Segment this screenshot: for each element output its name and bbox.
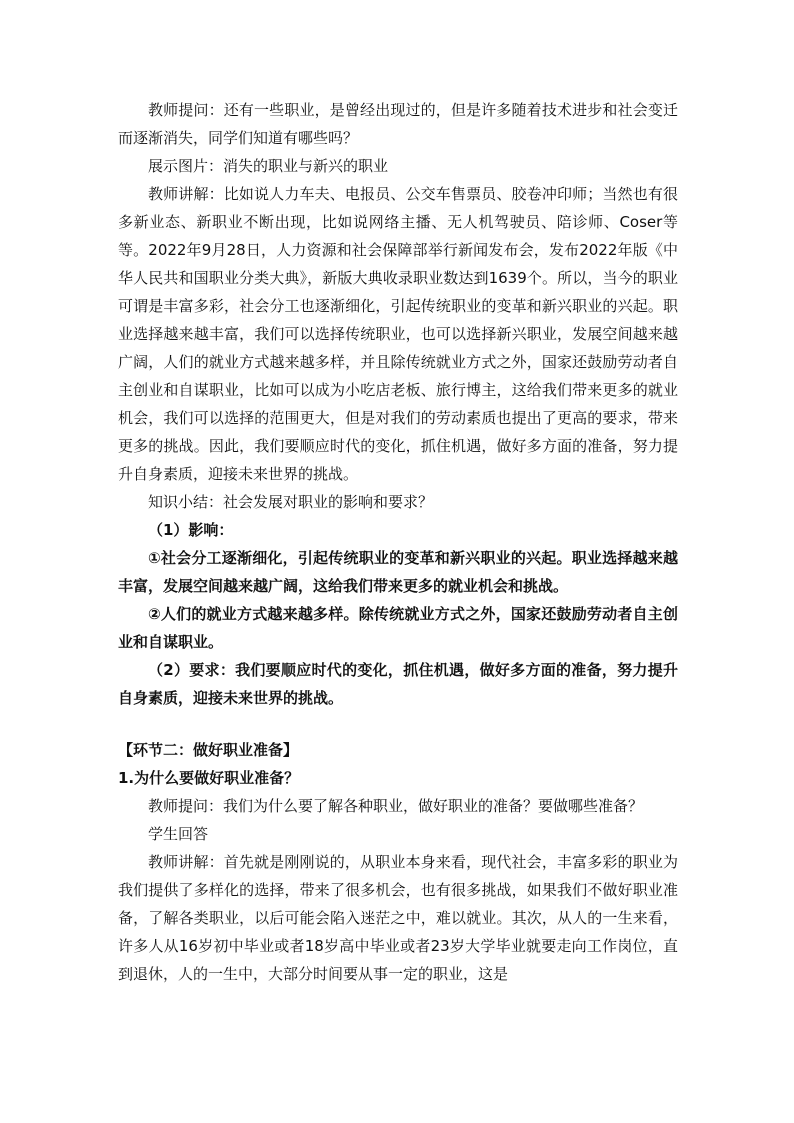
section-heading: 【环节二：做好职业准备】	[118, 741, 299, 759]
impact-point-1: ①社会分工逐渐细化，引起传统职业的变革和新兴职业的兴起。职业选择越来越丰富，发展空间越来越广阔，这给我们带来更多的就业机会和挑战。	[118, 549, 678, 595]
show-pictures-paragraph: 展示图片：消失的职业与新兴的职业	[148, 157, 389, 175]
teacher-question-paragraph-2: 教师提问：我们为什么要了解各种职业，做好职业的准备？要做哪些准备？	[148, 797, 644, 815]
student-answer-paragraph: 学生回答	[148, 825, 209, 843]
impact-heading: （1）影响：	[148, 521, 234, 539]
impact-point-2: ②人们的就业方式越来越多样。除传统就业方式之外，国家还鼓励劳动者自主创业和自谋职业。	[118, 605, 678, 651]
teacher-explanation-paragraph: 教师讲解：比如说人力车夫、电报员、公交车售票员、胶卷冲印师；当然也有很多新业态、新职业不断出现，比如说网络主播、无人机驾驶员、陪诊师、Coser等等。2022年9月28日，人力资源和社会保障部举行新闻发布会，发布2022年版《中华人民共和国职业分类大典》，新版大典收录职业数达到1639个。所以，当今的职业可谓是丰富多彩，社会分工也逐渐细化，引起传统职业的变革和新兴职业的兴起。职业选择越来越丰富，我们可以选择传统职业，也可以选择新兴职业，发展空间越来越广阔，人们的就业方式越来越多样，并且除传统就业方式之外，国家还鼓励劳动者自主创业和自谋职业，比如可以成为小吃店老板、旅行博主，这给我们带来更多的就业机会，我们可以选择的范围更大，但是对我们的劳动素质也提出了更高的要求，带来更多的挑战。因此，我们要顺应时代的变化，抓住机遇，做好多方面的准备，努力提升自身素质，迎接未来世界的挑战。	[118, 185, 678, 483]
document-page	[118, 96, 678, 988]
subsection-heading: 1.为什么要做好职业准备？	[118, 769, 300, 787]
requirement-paragraph: （2）要求：我们要顺应时代的变化，抓住机遇，做好多方面的准备，努力提升自身素质，迎接未来世界的挑战。	[118, 661, 678, 707]
knowledge-summary-paragraph: 知识小结：社会发展对职业的影响和要求？	[148, 493, 434, 511]
teacher-question-paragraph: 教师提问：还有一些职业，是曾经出现过的，但是许多随着技术进步和社会变迁而逐渐消失，同学们知道有哪些吗？	[118, 101, 678, 147]
teacher-explanation-paragraph-2: 教师讲解：首先就是刚刚说的，从职业本身来看，现代社会，丰富多彩的职业为我们提供了多样化的选择，带来了很多机会，也有很多挑战，如果我们不做好职业准备，了解各类职业，以后可能会陷入迷茫之中，难以就业。其次，从人的一生来看，许多人从16岁初中毕业或者18岁高中毕业或者23岁大学毕业就要走向工作岗位，直到退休，人的一生中，大部分时间要从事一定的职业，这是	[118, 853, 678, 983]
